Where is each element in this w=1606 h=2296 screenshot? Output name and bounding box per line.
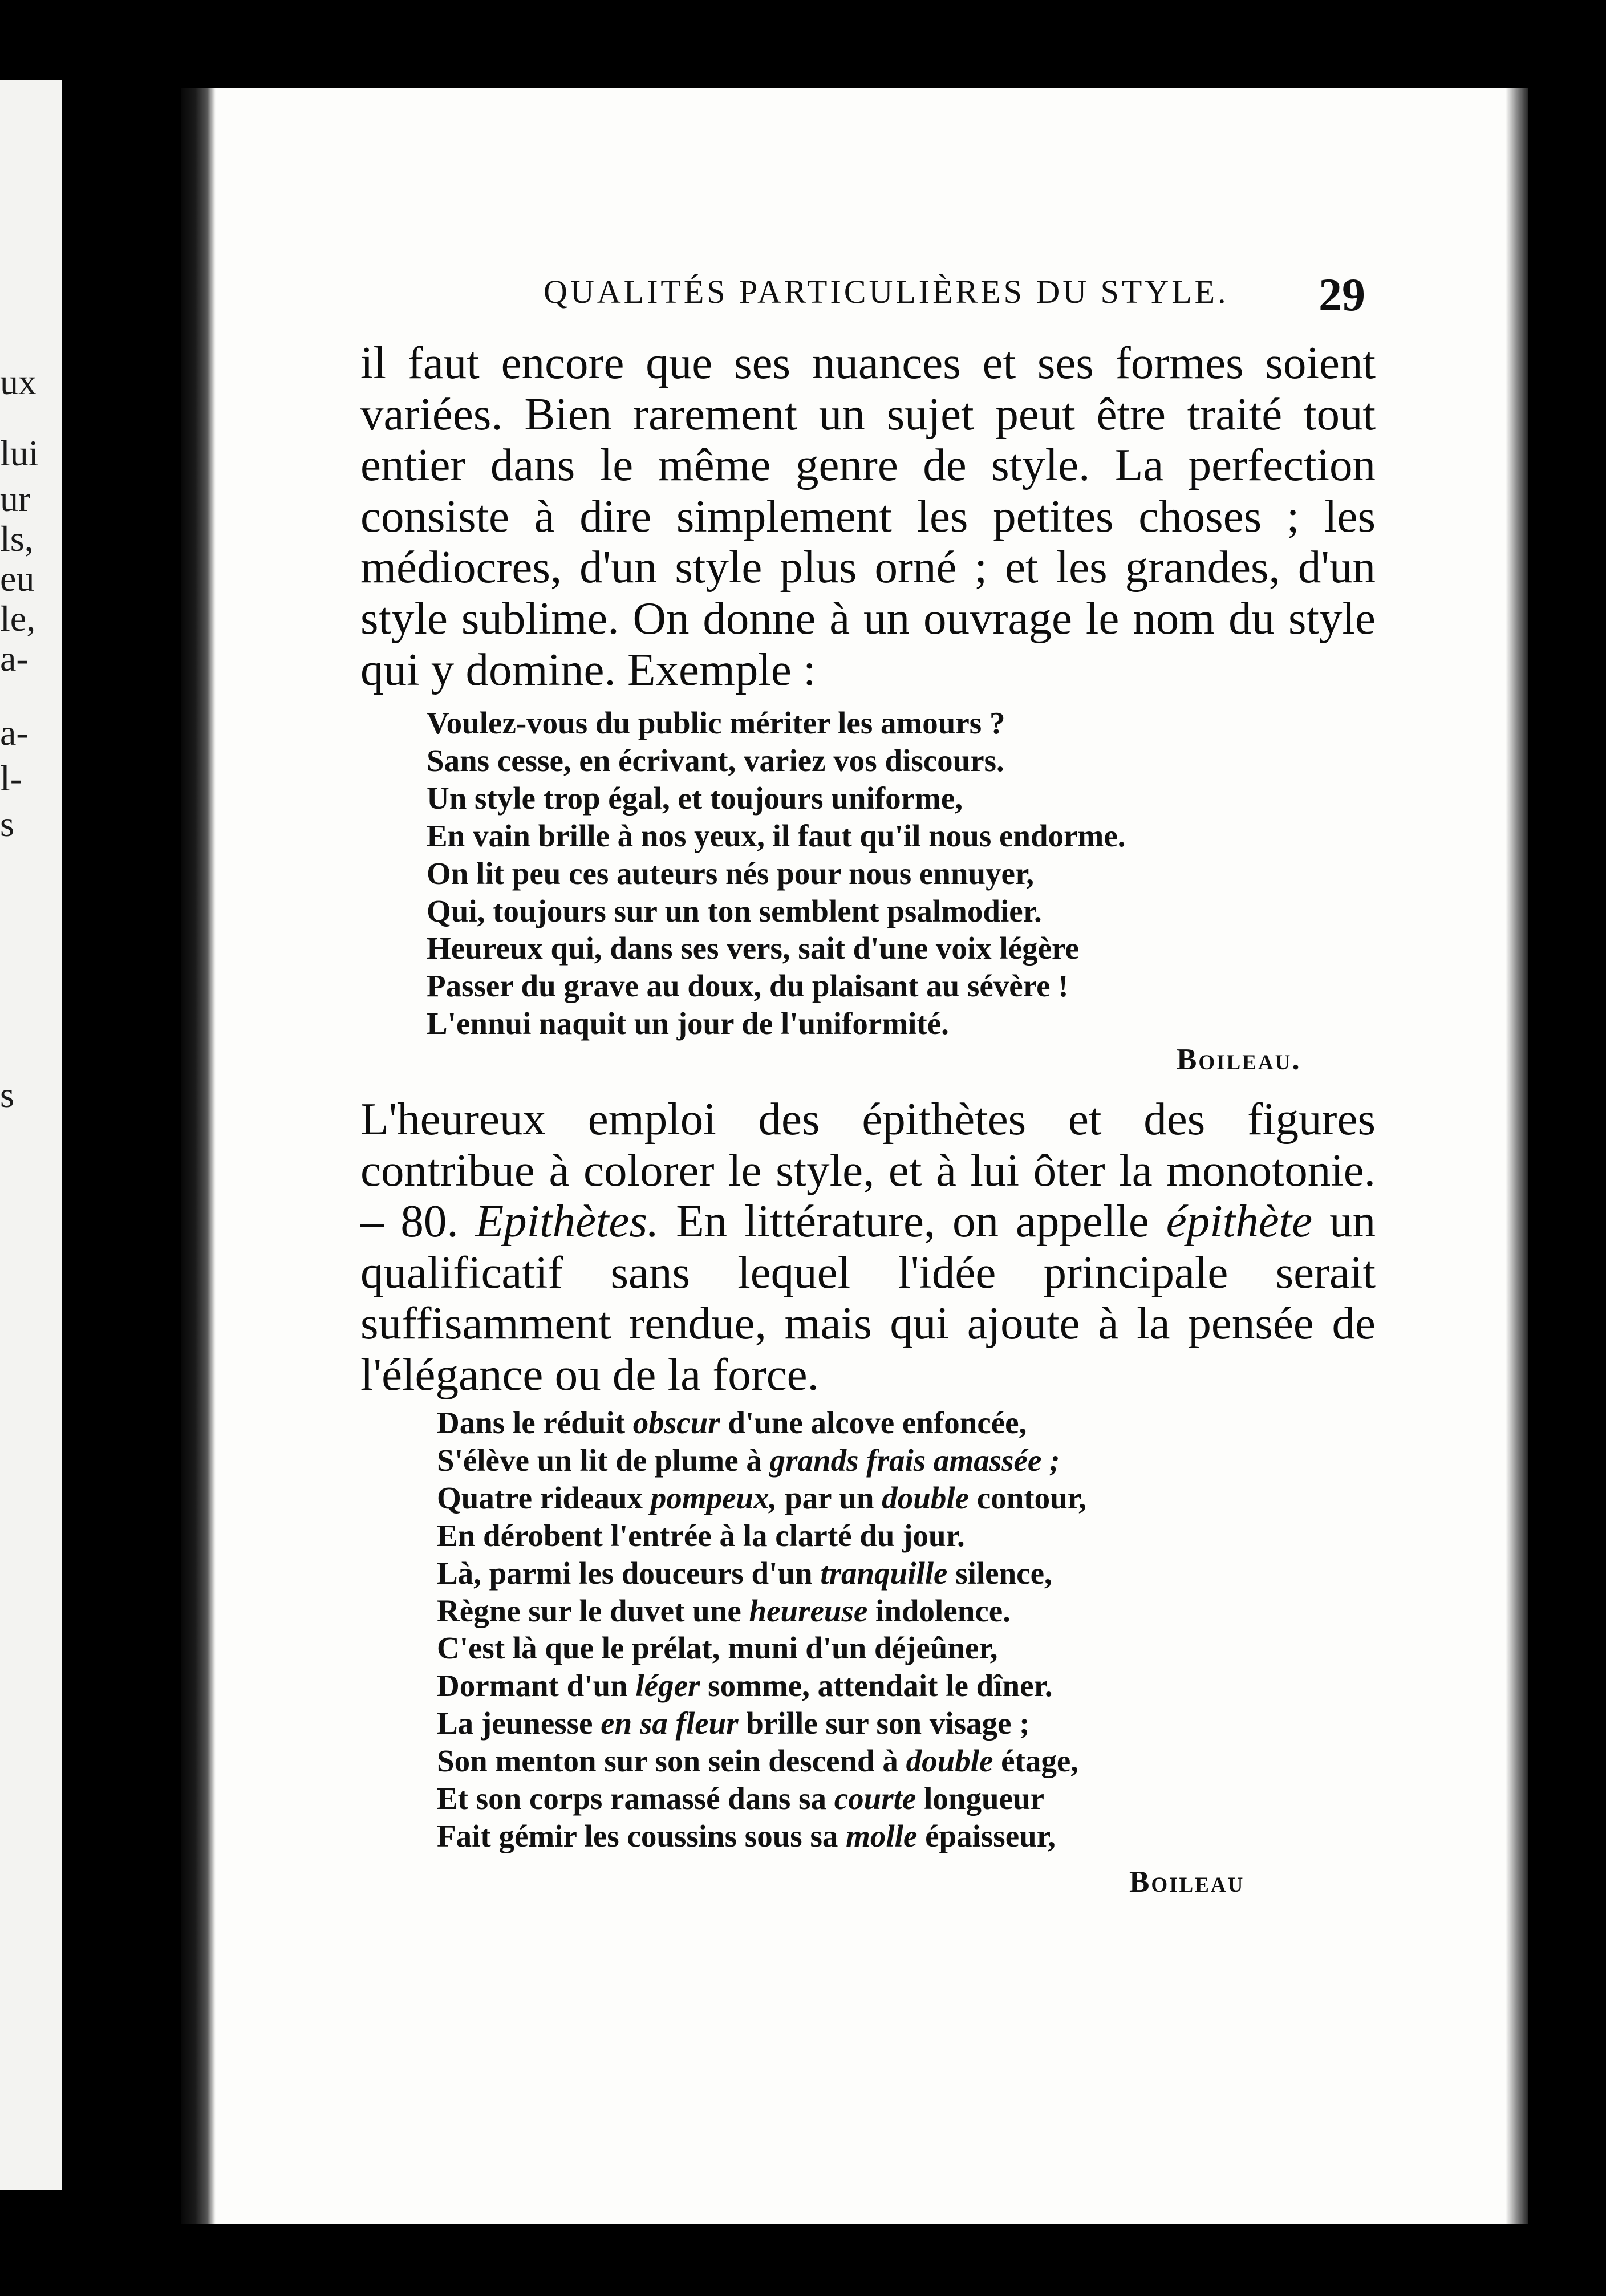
facing-page-text-fragments xyxy=(0,80,62,2190)
verse-text: Et son corps ramassé dans sa xyxy=(437,1781,834,1816)
facing-page-fragment: l- xyxy=(0,758,23,798)
verse-text: Règne sur le duvet une xyxy=(437,1593,749,1628)
facing-page-fragment: lui xyxy=(0,433,39,473)
verse-text: En dérobent l'entrée à la clarté du jour. xyxy=(437,1518,965,1553)
epithet: double xyxy=(906,1743,993,1779)
verse-line xyxy=(437,1517,1086,1555)
verse-text: épaisseur, xyxy=(917,1818,1056,1853)
verse-line xyxy=(437,1742,1086,1780)
verse-text: Là, parmi les douceurs d'un xyxy=(437,1555,821,1591)
verse-line: Un style trop égal, et toujours uniforme, xyxy=(427,780,963,816)
defined-term: épithète xyxy=(1166,1195,1313,1247)
verse-line xyxy=(437,1442,1086,1479)
facing-page-fragment: s xyxy=(0,1074,14,1115)
verse-text: Fait gémir les coussins sous sa xyxy=(437,1818,846,1853)
running-header: QUALITÉS PARTICULIÈRES DU STYLE. xyxy=(544,273,1229,310)
verse-line xyxy=(437,1404,1086,1442)
paragraph-2-text-b: En littérature, on appelle xyxy=(676,1195,1149,1247)
epithet: heureuse xyxy=(749,1593,868,1628)
verse-text: silence, xyxy=(947,1555,1052,1591)
facing-page-fragment: a- xyxy=(0,712,29,753)
verse-text: brille sur son visage ; xyxy=(738,1706,1030,1741)
verse-text: d'une alcove enfoncée, xyxy=(720,1405,1027,1440)
verse-line: On lit peu ces auteurs nés pour nous ennuyer, xyxy=(427,855,1035,891)
verse-line: L'ennui naquit un jour de l'uniformité. xyxy=(427,1006,949,1041)
verse-line xyxy=(437,1705,1086,1742)
paragraph-2 xyxy=(360,1094,1376,1401)
epithet: molle xyxy=(846,1818,918,1853)
epithet: courte xyxy=(834,1781,916,1816)
verse-text: C'est là que le prélat, muni d'un déjeûner, xyxy=(437,1630,998,1666)
facing-page-fragment: a- xyxy=(0,638,29,679)
facing-page-edge xyxy=(0,80,62,2190)
epithet: léger xyxy=(635,1668,700,1703)
verse-line xyxy=(437,1592,1086,1630)
verse-line: Qui, toujours sur un ton semblent psalmodier. xyxy=(427,893,1042,928)
verse-quote-1 xyxy=(427,704,1126,1042)
verse-line xyxy=(437,1780,1086,1818)
facing-page-fragment: ux xyxy=(0,362,36,402)
verse-text: longueur xyxy=(916,1781,1044,1816)
attribution-2: Boileau xyxy=(1129,1865,1245,1899)
verse-text: étage, xyxy=(993,1743,1079,1779)
paragraph-1: il faut encore que ses nuances et ses formes soient variées. Bien rarement un sujet peut être traité tout entier dans le même genre de style. La perfection consiste à dire simplement les petites choses ; les médiocres, d'un style plus orné ; et les grandes, d'un style sublime. On donne à un ouvrage le nom du style qui y domine. Exemple : xyxy=(360,337,1376,695)
epithet: en sa fleur xyxy=(601,1706,739,1741)
facing-page-fragment: eu xyxy=(0,558,35,599)
verse-line: Voulez-vous du public mériter les amours ? xyxy=(427,705,1005,740)
verse-text: Dormant d'un xyxy=(437,1668,636,1703)
verse-text: contour, xyxy=(969,1480,1086,1515)
epithet: grands frais amassée ; xyxy=(769,1442,1060,1478)
paragraph-2-opening: L'heureux emploi des épithètes et des figures contribue à colorer le style, et à lui ôter la monotonie. xyxy=(360,1093,1376,1196)
verse-line xyxy=(437,1629,1086,1667)
facing-page-fragment: ur xyxy=(0,478,31,519)
book-gutter-shadow xyxy=(181,88,216,2224)
page-number: 29 xyxy=(1319,269,1365,321)
verse-text: Son menton sur son sein descend à xyxy=(437,1743,906,1779)
facing-page-fragment: s xyxy=(0,804,14,844)
page-edge-shadow xyxy=(1506,88,1528,2224)
verse-line: Heureux qui, dans ses vers, sait d'une voix légère xyxy=(427,931,1079,966)
facing-page-fragment: ls, xyxy=(0,518,34,559)
verse-line xyxy=(437,1818,1086,1855)
verse-line: Sans cesse, en écrivant, variez vos discours. xyxy=(427,743,1004,778)
verse-text: par un xyxy=(777,1480,882,1515)
facing-page-fragment: le, xyxy=(0,598,36,639)
epithet: tranquille xyxy=(820,1555,948,1591)
paragraph-2-text-c: un qualificatif sans lequel l'idée principale serait suffisamment rendue, mais qui ajoute à la pensée de l'élégance ou de la force. xyxy=(360,1195,1376,1400)
verse-line xyxy=(437,1667,1086,1705)
verse-line xyxy=(437,1555,1086,1592)
verse-line: En vain brille à nos yeux, il faut qu'il nous endorme. xyxy=(427,818,1126,853)
verse-text: S'élève un lit de plume à xyxy=(437,1442,770,1478)
verse-line: Passer du grave au doux, du plaisant au sévère ! xyxy=(427,968,1069,1004)
verse-quote-2 xyxy=(437,1404,1086,1855)
section-title: Epithètes. xyxy=(475,1195,659,1247)
epithet: obscur xyxy=(632,1405,720,1440)
attribution-1: Boileau. xyxy=(1177,1043,1301,1076)
verse-text: indolence. xyxy=(867,1593,1011,1628)
section-marker: – 80. xyxy=(360,1195,459,1247)
epithet: pompeux, xyxy=(650,1480,777,1515)
epithet: double xyxy=(882,1480,970,1515)
verse-text: Dans le réduit xyxy=(437,1405,633,1440)
verse-text: somme, attendait le dîner. xyxy=(700,1668,1053,1703)
verse-line xyxy=(437,1479,1086,1517)
verse-text: La jeunesse xyxy=(437,1706,601,1741)
verse-text: Quatre rideaux xyxy=(437,1480,651,1515)
